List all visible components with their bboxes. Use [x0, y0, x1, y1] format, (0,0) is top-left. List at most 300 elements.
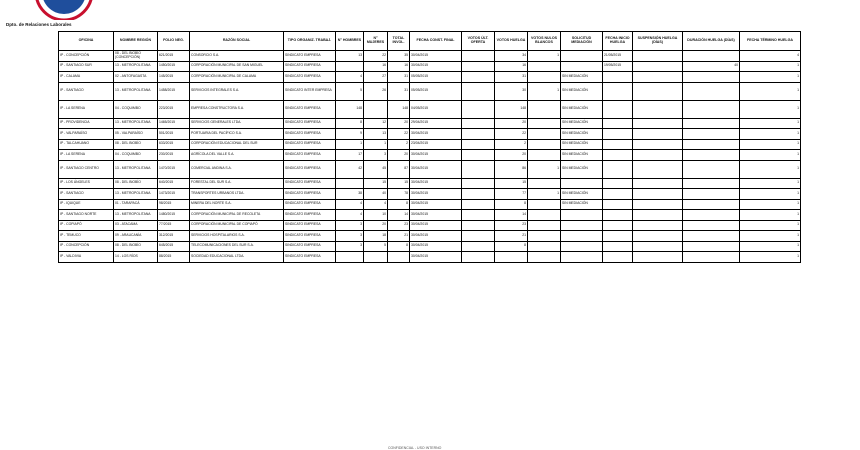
- table-cell: 640/2015: [158, 178, 190, 189]
- table-cell: 145/2015: [158, 72, 190, 83]
- table-cell: 34: [495, 51, 528, 62]
- table-cell: 1: [740, 82, 801, 100]
- table-cell: 30/04/2015: [410, 178, 462, 189]
- table-cell: 21: [388, 231, 410, 242]
- table-row: [59, 139, 801, 150]
- table-cell: 30/04/2015: [410, 231, 462, 242]
- table-cell: COMERCIAL ANDINA S.A.: [190, 160, 284, 178]
- table-cell: SINDICATO EMPRESA: [284, 220, 336, 231]
- table-cell: 03 - ATACAMA: [114, 220, 158, 231]
- table-cell: [528, 150, 561, 161]
- table-cell: [528, 210, 561, 221]
- table-cell: 20: [364, 220, 388, 231]
- table-cell: 30/04/2015: [410, 252, 462, 263]
- table-cell: SINDICATO EMPRESA: [284, 189, 336, 200]
- table-cell: [528, 241, 561, 252]
- column-header: SUSPENSIÓN HUELGA (DÍAS): [633, 32, 683, 51]
- table-cell: [683, 199, 740, 210]
- column-header: DURACIÓN HUELGA (DÍAS): [683, 32, 740, 51]
- table-cell: [633, 51, 683, 62]
- table-cell: 13: [364, 129, 388, 140]
- table-cell: 8: [388, 241, 410, 252]
- table-cell: [683, 210, 740, 221]
- column-header: SOLICITUD MEDIACIÓN: [561, 32, 603, 51]
- table-cell: 35: [388, 51, 410, 62]
- table-cell: CORPORACIÓN MUNICIPAL DE COPIAPÓ: [190, 220, 284, 231]
- table-cell: [683, 82, 740, 100]
- table-cell: 30/04/2015: [410, 210, 462, 221]
- table-cell: AGRÍCOLA DEL VALLE S.A.: [190, 150, 284, 161]
- table-cell: 1: [740, 129, 801, 140]
- table-cell: SINDICATO EMPRESA: [284, 231, 336, 242]
- table-cell: 230/2015: [158, 150, 190, 161]
- table-cell: 22: [388, 129, 410, 140]
- table-cell: 30/04/2015: [410, 220, 462, 231]
- table-cell: TELECOMUNICACIONES DEL SUR S.A.: [190, 241, 284, 252]
- table-row: [59, 118, 801, 129]
- table-cell: [462, 189, 495, 200]
- table-row: [59, 160, 801, 178]
- table-row: [59, 231, 801, 242]
- table-cell: TRANSPORTES URBANOS LTDA.: [190, 189, 284, 200]
- table-cell: SINDICATO EMPRESA: [284, 160, 336, 178]
- table-cell: IP - LOS ÁNGELES: [59, 178, 114, 189]
- table-cell: 98/2015: [158, 199, 190, 210]
- table-cell: [633, 72, 683, 83]
- table-cell: 1: [528, 82, 561, 100]
- table-cell: [633, 118, 683, 129]
- table-cell: 13 - METROPOLITANA: [114, 160, 158, 178]
- table-cell: 04 - COQUIMBO: [114, 100, 158, 118]
- table-cell: [462, 178, 495, 189]
- table-cell: 8: [495, 199, 528, 210]
- table-cell: IP - PROVIDENCIA: [59, 118, 114, 129]
- table-cell: 1: [740, 178, 801, 189]
- table-cell: SERVICIOS GENERALES LTDA.: [190, 118, 284, 129]
- table-cell: [561, 252, 603, 263]
- table-cell: 1: [740, 118, 801, 129]
- table-cell: 4: [740, 51, 801, 62]
- table-cell: [336, 178, 364, 189]
- table-cell: 223/2015: [158, 100, 190, 118]
- column-header: NOMBRE REGIÓN: [114, 32, 158, 51]
- table-cell: [603, 210, 633, 221]
- table-cell: 1470/2015: [158, 160, 190, 178]
- table-cell: [603, 241, 633, 252]
- table-cell: 312/2015: [158, 231, 190, 242]
- table-cell: 3: [336, 220, 364, 231]
- table-cell: SINDICATO EMPRESA: [284, 150, 336, 161]
- table-cell: [388, 252, 410, 263]
- table-cell: [603, 150, 633, 161]
- department-label: Dpto. de Relaciones Laborales: [6, 22, 72, 27]
- table-cell: IP - COPIAPÓ: [59, 220, 114, 231]
- table-cell: 08 - DEL BIOBÍO (CONCEPCIÓN): [114, 51, 158, 62]
- table-cell: [462, 118, 495, 129]
- table-cell: CORPORACIÓN EDUCACIONAL DEL SUR: [190, 139, 284, 150]
- table-cell: IP - CALAMA: [59, 72, 114, 83]
- table-cell: 1: [740, 210, 801, 221]
- table-cell: 02 - ANTOFAGASTA: [114, 72, 158, 83]
- table-cell: 30/04/2015: [410, 241, 462, 252]
- table-cell: 30: [495, 82, 528, 100]
- table-cell: 31: [388, 72, 410, 83]
- table-cell: SIN MEDIACIÓN: [561, 160, 603, 178]
- table-cell: [683, 100, 740, 118]
- table-cell: 23: [388, 220, 410, 231]
- table-cell: [603, 199, 633, 210]
- table-cell: 27: [364, 72, 388, 83]
- table-row: [59, 241, 801, 252]
- table-cell: IP - SANTIAGO SUR: [59, 61, 114, 72]
- table-cell: [633, 82, 683, 100]
- table-cell: 40: [364, 189, 388, 200]
- table-cell: SINDICATO EMPRESA: [284, 139, 336, 150]
- table-cell: IP - SANTIAGO: [59, 82, 114, 100]
- table-cell: [528, 129, 561, 140]
- table-cell: IP - CONCEPCIÓN: [59, 241, 114, 252]
- table-cell: [528, 220, 561, 231]
- table-cell: 16: [388, 61, 410, 72]
- table-cell: [633, 61, 683, 72]
- table-cell: 1: [740, 220, 801, 231]
- table-cell: [462, 210, 495, 221]
- table-row: [59, 220, 801, 231]
- table-cell: 20: [495, 118, 528, 129]
- table-cell: 13 - METROPOLITANA: [114, 82, 158, 100]
- table-cell: [603, 100, 633, 118]
- table-cell: [603, 252, 633, 263]
- table-cell: [528, 100, 561, 118]
- table-cell: 1: [528, 51, 561, 62]
- column-header: TIPO ORGANIZ. TRABAJ.: [284, 32, 336, 51]
- table-row: [59, 199, 801, 210]
- table-cell: 04 - COQUIMBO: [114, 150, 158, 161]
- table-cell: 15: [495, 178, 528, 189]
- table-cell: [603, 139, 633, 150]
- table-cell: 645/2015: [158, 241, 190, 252]
- table-cell: [683, 178, 740, 189]
- table-cell: 1473/2015: [158, 189, 190, 200]
- column-header: FOLIO NEG.: [158, 32, 190, 51]
- table-row: [59, 82, 801, 100]
- table-cell: [683, 231, 740, 242]
- table-cell: 08 - DEL BIOBÍO: [114, 241, 158, 252]
- table-cell: [462, 82, 495, 100]
- table-cell: [561, 51, 603, 62]
- table-cell: 30/04/2015: [410, 160, 462, 178]
- table-cell: 1: [740, 160, 801, 178]
- table-cell: 1: [740, 61, 801, 72]
- table-cell: 4: [336, 72, 364, 83]
- table-row: [59, 178, 801, 189]
- table-row: [59, 150, 801, 161]
- table-cell: SIN MEDIACIÓN: [561, 118, 603, 129]
- table-cell: 1: [336, 139, 364, 150]
- table-cell: IP - VALDIVIA: [59, 252, 114, 263]
- table-cell: 13 - METROPOLITANA: [114, 210, 158, 221]
- table-cell: [528, 139, 561, 150]
- table-cell: [462, 241, 495, 252]
- table-cell: [683, 160, 740, 178]
- table-cell: IP - SANTIAGO NORTE: [59, 210, 114, 221]
- table-cell: [462, 220, 495, 231]
- table-body: [59, 51, 801, 263]
- table-cell: 13 - METROPOLITANA: [114, 118, 158, 129]
- table-cell: 77/2015: [158, 220, 190, 231]
- table-cell: [528, 118, 561, 129]
- table-cell: 30/04/2015: [410, 129, 462, 140]
- table-cell: 4: [336, 210, 364, 221]
- table-cell: 5: [336, 82, 364, 100]
- table-cell: 15: [364, 178, 388, 189]
- table-cell: 08 - DEL BIOBÍO: [114, 178, 158, 189]
- table-cell: [561, 231, 603, 242]
- table-cell: 40: [683, 61, 740, 72]
- table-cell: 45: [364, 160, 388, 178]
- table-cell: [633, 139, 683, 150]
- table-cell: [462, 61, 495, 72]
- table-cell: SIN MEDIACIÓN: [561, 72, 603, 83]
- table-cell: 12: [364, 118, 388, 129]
- column-header: VOTOS HUELGA: [495, 32, 528, 51]
- table-cell: 30/04/2015: [410, 199, 462, 210]
- table-cell: [683, 139, 740, 150]
- table-cell: 23/04/2015: [410, 139, 462, 150]
- table-cell: [364, 252, 388, 263]
- table-cell: 20: [388, 118, 410, 129]
- table-cell: [561, 241, 603, 252]
- table-cell: 148: [495, 100, 528, 118]
- table-cell: IP - SANTIAGO CENTRO: [59, 160, 114, 178]
- table-cell: CORPORACIÓN MUNICIPAL DE CALAMA: [190, 72, 284, 83]
- table-cell: [603, 189, 633, 200]
- column-header: FECHA CONST. FINAL: [410, 32, 462, 51]
- table-cell: [336, 61, 364, 72]
- table-cell: SINDICATO INTER EMPRESA: [284, 82, 336, 100]
- table-cell: SINDICATO EMPRESA: [284, 199, 336, 210]
- table-cell: SINDICATO EMPRESA: [284, 72, 336, 83]
- table-cell: IP - CONCEPCIÓN: [59, 51, 114, 62]
- table-row: [59, 252, 801, 263]
- table-cell: [633, 252, 683, 263]
- table-cell: 14 - LOS RÍOS: [114, 252, 158, 263]
- table-cell: 05 - VALPARAÍSO: [114, 129, 158, 140]
- table-cell: 22: [495, 129, 528, 140]
- table-cell: [528, 61, 561, 72]
- table-cell: 1450/2015: [158, 61, 190, 72]
- table-cell: 30/04/2015: [410, 150, 462, 161]
- table-cell: 31: [495, 72, 528, 83]
- table-row: [59, 61, 801, 72]
- table-cell: 1458/2015: [158, 82, 190, 100]
- table-cell: 14: [388, 210, 410, 221]
- table-cell: 17: [336, 150, 364, 161]
- table-cell: EMPRESA CONSTRUCTORA S.A.: [190, 100, 284, 118]
- table-cell: [633, 160, 683, 178]
- table-cell: 148: [388, 100, 410, 118]
- negotiations-table: [58, 31, 801, 263]
- table-cell: CORPORACIÓN MUNICIPAL DE SAN MIGUEL: [190, 61, 284, 72]
- table-cell: SIN MEDIACIÓN: [561, 150, 603, 161]
- column-header: RAZÓN SOCIAL: [190, 32, 284, 51]
- table-cell: 5: [364, 241, 388, 252]
- table-cell: SINDICATO EMPRESA: [284, 210, 336, 221]
- table-cell: 1: [740, 72, 801, 83]
- table-cell: [462, 139, 495, 150]
- column-header: FECHA TÉRMINO HUELGA: [740, 32, 801, 51]
- table-cell: 22: [364, 51, 388, 62]
- table-cell: [683, 189, 740, 200]
- table-cell: 1: [740, 189, 801, 200]
- table-cell: [603, 160, 633, 178]
- table-cell: IP - LA SERENA: [59, 100, 114, 118]
- table-cell: 2: [388, 139, 410, 150]
- table-cell: [683, 220, 740, 231]
- table-cell: 633/2015: [158, 139, 190, 150]
- column-header: FECHA INICIO HUELGA: [603, 32, 633, 51]
- table-cell: [561, 61, 603, 72]
- table-cell: 1: [740, 231, 801, 242]
- table-cell: [462, 100, 495, 118]
- table-cell: [528, 231, 561, 242]
- table-cell: [462, 72, 495, 83]
- table-cell: [683, 118, 740, 129]
- table-cell: 1: [740, 252, 801, 263]
- table-cell: 18: [364, 231, 388, 242]
- table-cell: SINDICATO EMPRESA: [284, 178, 336, 189]
- table-cell: [528, 252, 561, 263]
- table-cell: [495, 252, 528, 263]
- table-cell: [462, 150, 495, 161]
- table-cell: [603, 129, 633, 140]
- table-cell: SERVICIOS HOSPITALARIOS S.A.: [190, 231, 284, 242]
- table-row: [59, 51, 801, 62]
- table-cell: IP - IQUIQUE: [59, 199, 114, 210]
- table-cell: [462, 160, 495, 178]
- table-cell: 501/2015: [158, 129, 190, 140]
- table-row: [59, 189, 801, 200]
- table-row: [59, 72, 801, 83]
- table-cell: 1: [740, 139, 801, 150]
- table-row: [59, 210, 801, 221]
- table-cell: SOCIEDAD EDUCACIONAL LTDA.: [190, 252, 284, 263]
- table-cell: [603, 82, 633, 100]
- table-cell: 3: [336, 231, 364, 242]
- table-cell: [633, 210, 683, 221]
- column-header: OFICINA: [59, 32, 114, 51]
- table-cell: [633, 241, 683, 252]
- table-cell: [683, 150, 740, 161]
- table-cell: 78: [388, 189, 410, 200]
- table-cell: CORPORACIÓN MUNICIPAL DE RECOLETA: [190, 210, 284, 221]
- table-cell: 20: [495, 150, 528, 161]
- table-cell: [462, 231, 495, 242]
- table-cell: [561, 210, 603, 221]
- table-cell: 05/05/2015: [410, 82, 462, 100]
- table-cell: FORESTAL DEL SUR S.A.: [190, 178, 284, 189]
- table-cell: 87: [388, 160, 410, 178]
- table-cell: [683, 51, 740, 62]
- table-cell: 4: [336, 199, 364, 210]
- column-header: TOTAL INVOL.: [388, 32, 410, 51]
- column-header: VOTOS ÚLT. OFERTA: [462, 32, 495, 51]
- column-header: N° HOMBRES: [336, 32, 364, 51]
- table-cell: 3: [336, 241, 364, 252]
- table-cell: [603, 220, 633, 231]
- table-cell: [633, 189, 683, 200]
- table-cell: 2: [495, 139, 528, 150]
- table-cell: [462, 51, 495, 62]
- table-cell: 42: [336, 160, 364, 178]
- table-cell: [561, 178, 603, 189]
- table-cell: SERVICIOS INTEGRALES S.A.: [190, 82, 284, 100]
- table-cell: 09 - ARAUCANÍA: [114, 231, 158, 242]
- table-cell: [528, 199, 561, 210]
- table-cell: 1465/2015: [158, 118, 190, 129]
- table-cell: SIN MEDIACIÓN: [561, 199, 603, 210]
- table-cell: [633, 129, 683, 140]
- table-cell: [683, 241, 740, 252]
- table-cell: [633, 150, 683, 161]
- page-footer: CONFIDENCIAL - USO INTERNO: [388, 446, 442, 450]
- table-cell: SINDICATO EMPRESA: [284, 118, 336, 129]
- table-cell: [603, 178, 633, 189]
- table-cell: 1: [740, 150, 801, 161]
- table-cell: SINDICATO EMPRESA: [284, 241, 336, 252]
- table-cell: 30/04/2015: [410, 189, 462, 200]
- table-cell: SIN MEDIACIÓN: [561, 189, 603, 200]
- table-cell: IP - LA SERENA: [59, 150, 114, 161]
- table-cell: 88/2015: [158, 252, 190, 263]
- table-cell: [683, 72, 740, 83]
- table-cell: 1: [528, 160, 561, 178]
- table-cell: 10: [364, 210, 388, 221]
- table-cell: [528, 178, 561, 189]
- table-cell: 04/05/2015: [410, 100, 462, 118]
- table-cell: 77: [495, 189, 528, 200]
- table-cell: 13 - METROPOLITANA: [114, 189, 158, 200]
- table-cell: 23: [495, 220, 528, 231]
- table-cell: 15: [388, 178, 410, 189]
- table-cell: 1: [740, 100, 801, 118]
- table-cell: [364, 100, 388, 118]
- table-cell: 1480/2015: [158, 210, 190, 221]
- table-cell: 148: [336, 100, 364, 118]
- table-cell: 21: [495, 231, 528, 242]
- table-cell: 16: [364, 61, 388, 72]
- table-cell: 19/05/2015: [603, 61, 633, 72]
- table-cell: [633, 178, 683, 189]
- direccion-trabajo-logo: [32, 0, 96, 20]
- table-cell: SIN MEDIACIÓN: [561, 139, 603, 150]
- table-cell: [603, 231, 633, 242]
- table-cell: [683, 129, 740, 140]
- table-cell: SINDICATO EMPRESA: [284, 252, 336, 263]
- table-cell: SINDICATO EMPRESA: [284, 51, 336, 62]
- table-cell: [603, 72, 633, 83]
- table-cell: CONSORCIO S.A.: [190, 51, 284, 62]
- table-cell: 30/04/2015: [410, 61, 462, 72]
- table-cell: [633, 220, 683, 231]
- table-cell: 29/04/2015: [410, 118, 462, 129]
- table-header-row: [59, 32, 801, 51]
- table-cell: 3: [364, 150, 388, 161]
- table-cell: SINDICATO EMPRESA: [284, 100, 336, 118]
- table-cell: [633, 199, 683, 210]
- table-cell: 1: [740, 241, 801, 252]
- column-header: N° MUJERES: [364, 32, 388, 51]
